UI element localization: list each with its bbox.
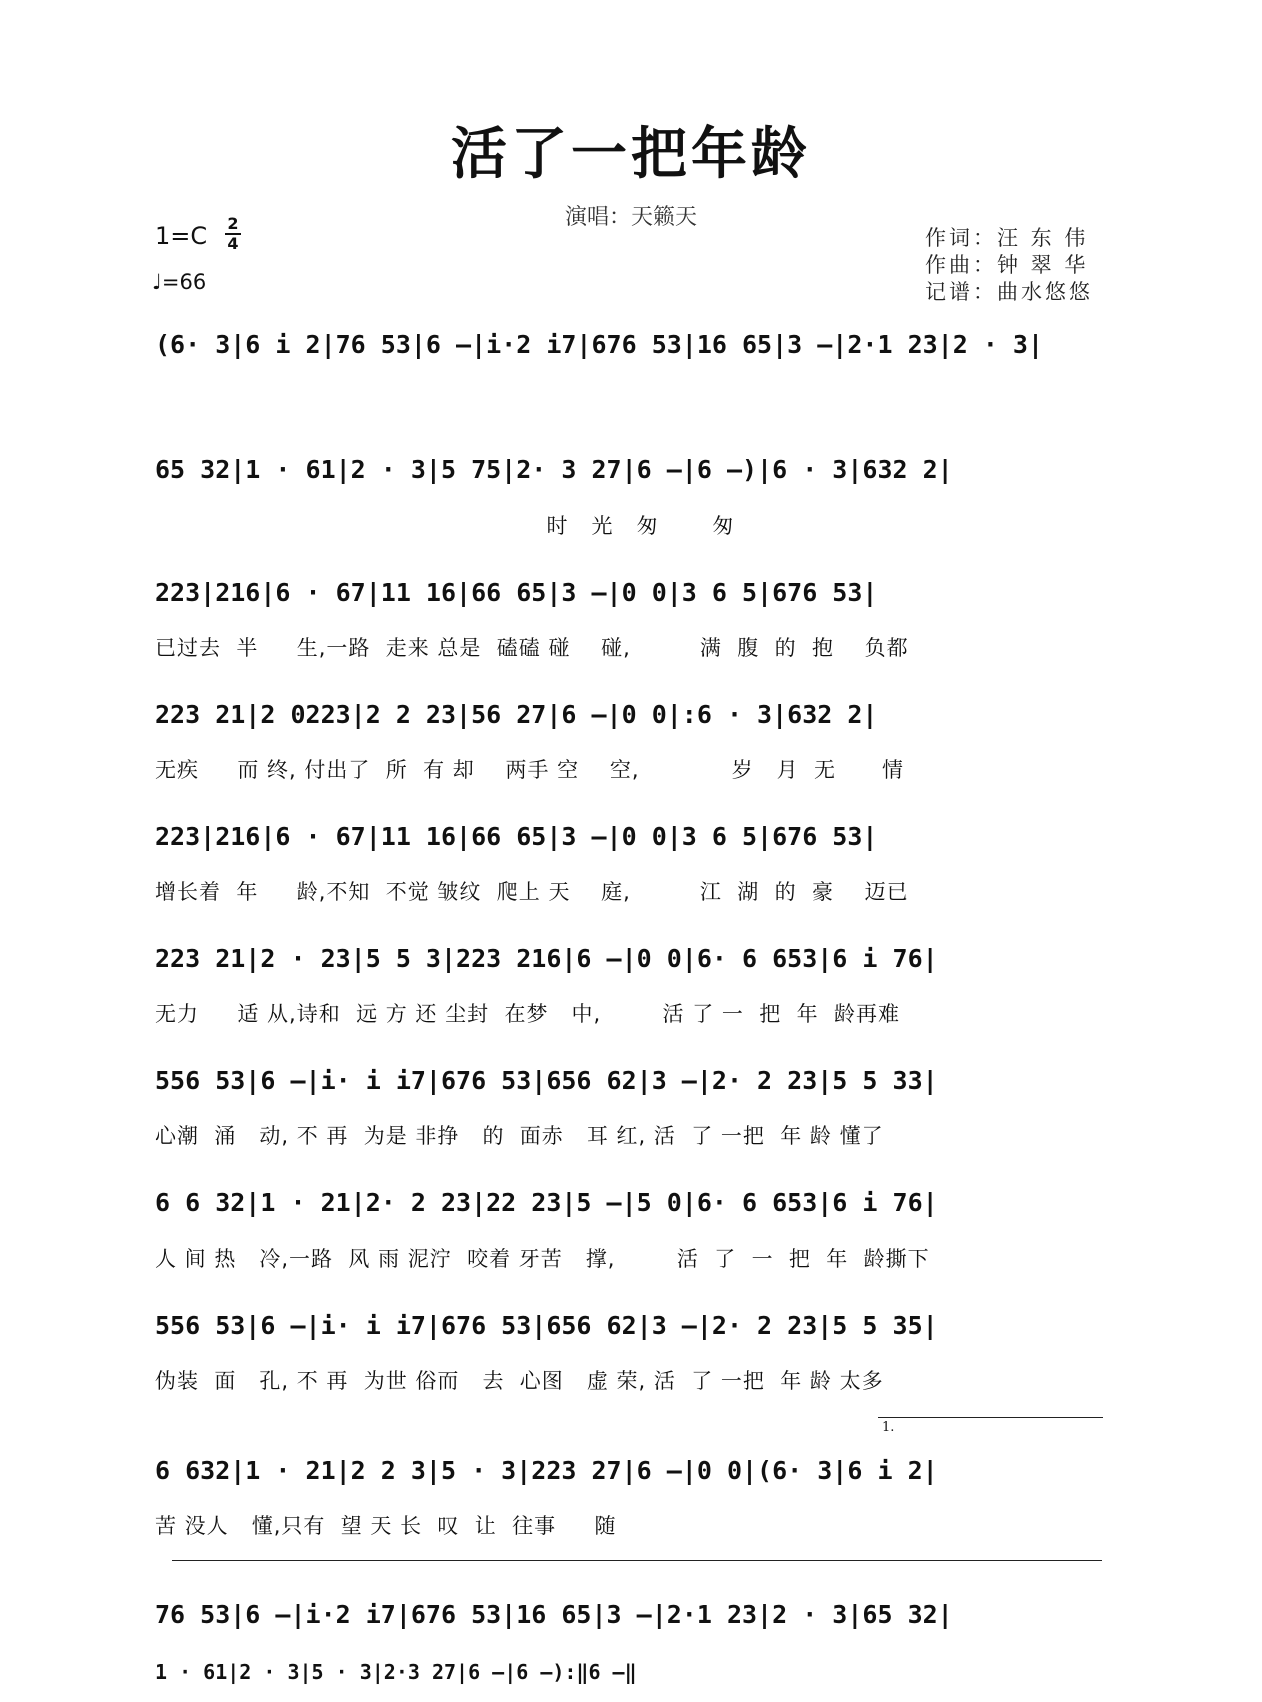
lyric-line-5: 增长着 年 龄,不知 不觉 皱纹 爬上 天 庭, 江 湖 的 豪 迈已 <box>155 880 909 904</box>
score-line-11: 76 53|6 –|i·2 i7|676 53|16 65|3 –|2·1 23|2 · 3|65 32| <box>155 1600 953 1629</box>
lyric-line-3: 已过去 半 生,一路 走来 总是 磕磕 碰 碰, 满 腹 的 抱 负都 <box>155 636 909 660</box>
score-line-4: 223 21|2 0223|2 2 23|56 27|6 –|0 0|:6 · 3|632 2| <box>155 700 878 729</box>
volta-1-bracket <box>878 1417 1103 1418</box>
credits-block <box>925 225 1093 306</box>
volta-1-continuation <box>172 1560 1102 1561</box>
time-signature-top: 2 <box>227 214 239 233</box>
score-line-9: 556 53|6 –|i· i i7|676 53|656 62|3 –|2· 2 23|5 5 35| <box>155 1311 938 1340</box>
score-line-7: 556 53|6 –|i· i i7|676 53|656 62|3 –|2· 2 23|5 5 33| <box>155 1066 938 1095</box>
score-line-12: 1 · 61|2 · 3|5 · 3|2·3 27|6 –|6 –):‖6 –‖ <box>155 1660 637 1684</box>
composer-credit: 作曲：钟 翠 华 <box>925 253 1089 277</box>
time-signature <box>225 216 241 252</box>
song-title: 活了一把年龄 <box>451 121 811 187</box>
lyric-line-9: 伪装 面 孔, 不 再 为世 俗而 去 心图 虚 荣, 活 了 一把 年 龄 太多 <box>155 1369 884 1393</box>
score-line-2: 65 32|1 · 61|2 · 3|5 75|2· 3 27|6 –|6 –)|6 · 3|632 2| <box>155 455 953 484</box>
singer-credit: 演唱：天籁天 <box>564 205 697 230</box>
score-line-3: 223|216|6 · 67|11 16|66 65|3 –|0 0|3 6 5|676 53| <box>155 578 878 607</box>
lyricist-credit: 作词：汪 东 伟 <box>925 226 1089 250</box>
key-signature: 1=C <box>155 222 208 250</box>
score-line-6: 223 21|2 · 23|5 5 3|223 216|6 –|0 0|6· 6 653|6 i 76| <box>155 944 938 973</box>
lyric-line-7: 心潮 涌 动, 不 再 为是 非挣 的 面赤 耳 红, 活 了 一把 年 龄 懂了 <box>155 1124 884 1148</box>
score-line-8: 6 6 32|1 · 21|2· 2 23|22 23|5 –|5 0|6· 6 653|6 i 76| <box>155 1188 938 1217</box>
lyric-line-8: 人 间 热 冷,一路 风 雨 泥泞 咬着 牙苦 撑, 活 了 一 把 年 龄撕下 <box>155 1247 930 1271</box>
lyric-line-6: 无力 适 从,诗和 远 方 还 尘封 在梦 中, 活 了 一 把 年 龄再难 <box>155 1002 900 1026</box>
tempo-marking: ♩=66 <box>152 270 207 294</box>
score-line-5: 223|216|6 · 67|11 16|66 65|3 –|0 0|3 6 5|676 53| <box>155 822 878 851</box>
time-signature-bottom: 4 <box>227 234 239 253</box>
lyric-line-10: 苦 没人 懂,只有 望 天 长 叹 让 往事 随 <box>155 1514 617 1538</box>
lyric-line-2: 时 光 匆 匆 <box>155 514 735 538</box>
score-line-10: 6 632|1 · 21|2 2 3|5 · 3|223 27|6 –|0 0|(6· 3|6 i 2| <box>155 1456 938 1485</box>
transcriber-credit: 记谱：曲水悠悠 <box>925 280 1093 304</box>
lyric-line-4: 无疾 而 终, 付出了 所 有 却 两手 空 空, 岁 月 无 情 <box>155 758 905 782</box>
score-line-1: (6· 3|6 i 2|76 53|6 –|i·2 i7|676 53|16 65|3 –|2·1 23|2 · 3| <box>155 330 1044 359</box>
volta-1-label: 1. <box>882 1420 895 1435</box>
